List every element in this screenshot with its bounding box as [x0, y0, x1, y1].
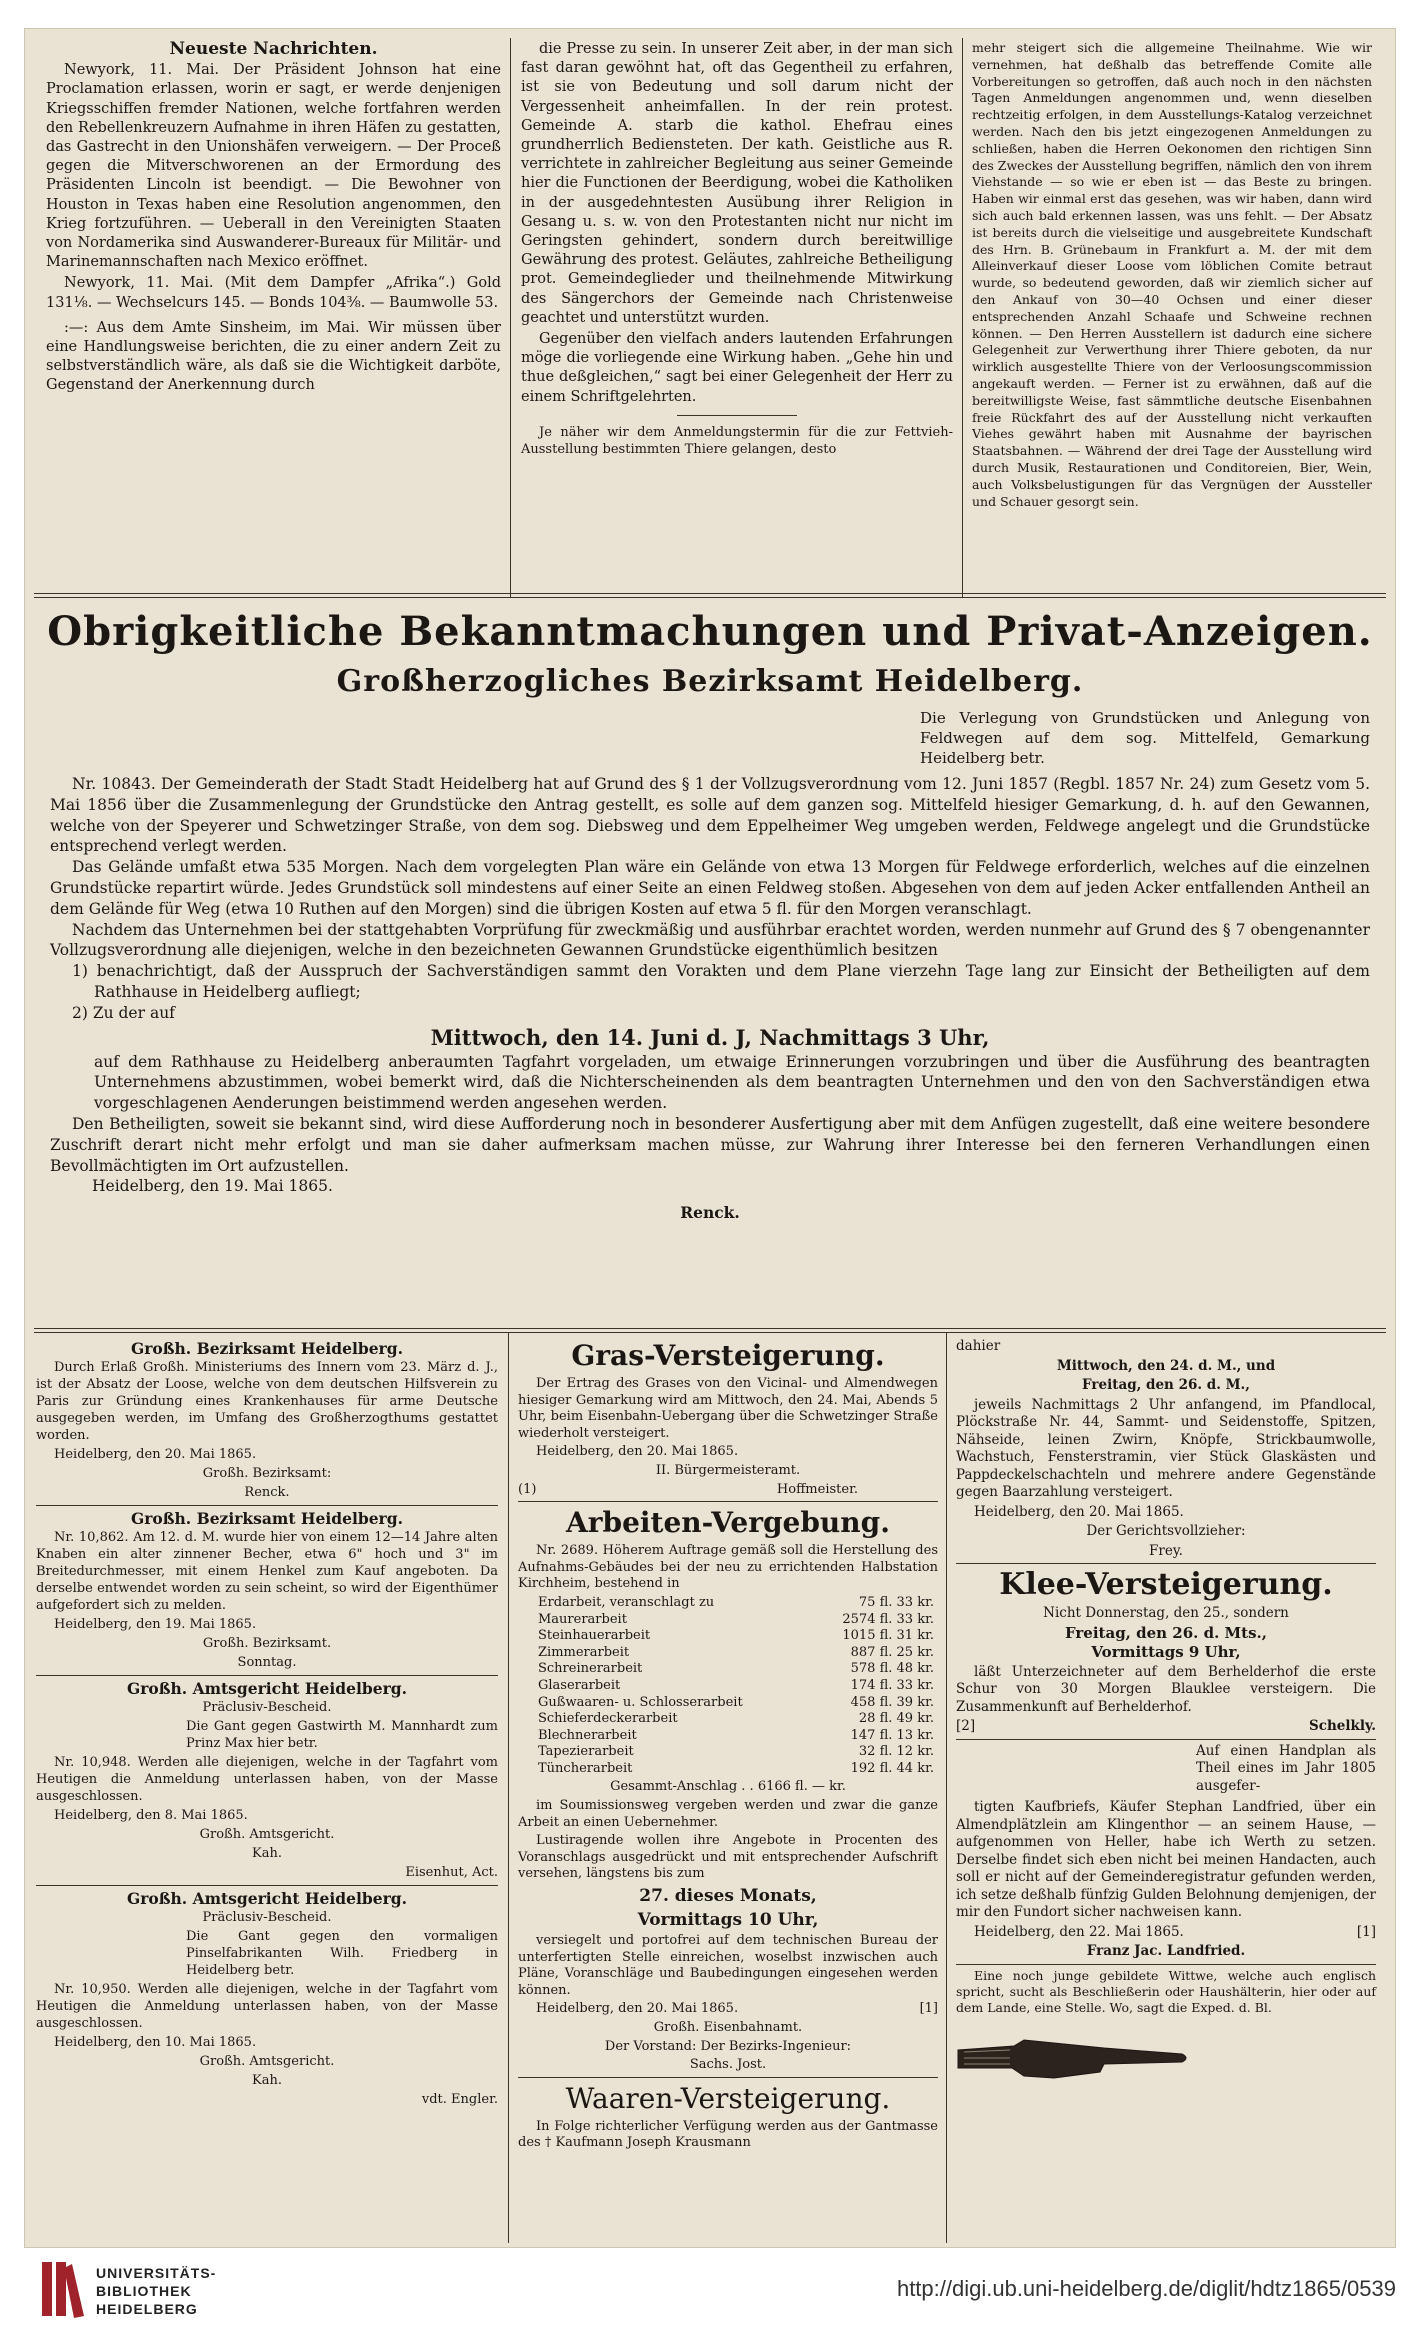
column-divider [946, 1333, 947, 2243]
auction-date: Freitag, den 26. d. M., [1082, 1377, 1250, 1393]
cost-value: 147 fl. 13 kr. [850, 1727, 934, 1743]
cost-label: Tüncherarbeit [538, 1760, 633, 1776]
library-name-line: HEIDELBERG [96, 2301, 198, 2317]
ad-number: (1) [518, 1481, 537, 1497]
cost-total: Gesammt-Anschlag . . 6166 fl. — kr. [610, 1779, 846, 1795]
deadline-date: 27. dieses Monats, [639, 1886, 817, 1907]
ad-signature: Der Vorstand: Der Bezirks-Ingenieur: [604, 2038, 852, 2054]
source-url[interactable]: http://digi.ub.uni-heidelberg.de/diglit/hdtz1865/0539 [896, 2276, 1396, 2301]
section-rule [34, 1328, 1386, 1333]
cost-row [538, 1728, 934, 1745]
ad-date: Heidelberg, den 22. Mai 1865. [974, 1923, 1184, 1940]
ad-date: Heidelberg, den 10. Mai 1865. [54, 2035, 257, 2050]
cost-row [538, 1628, 934, 1645]
section-title: Obrigkeitliche Bekanntmachungen und Privat-Anzeigen. [47, 608, 1373, 655]
notice-paragraph: Den Betheiligten, soweit sie bekannt sind, wird diese Aufforderung noch in besonderer Ausfertigung aber mit dem Anfügen zugestellt, daß eine weitere besondere Zuschrift derart nicht mehr erfolgt und man sie daher aufmerksam machen müsse, zur Wahrung ihrer Interesse bei den ferneren Verhandlungen einen Bevollmächtigten im Ort aufzustellen. [50, 1114, 1370, 1175]
notice-paragraph: auf dem Rathhause zu Heidelberg anberaumten Tagfahrt vorgeladen, um etwaige Erinnerungen vorzubringen und über die Ausführung des beantragten Unternehmens abzustimmen, wobei bemerkt wird, daß die Nichterscheinenden als dem beantragten Unternehmen und den von den Sachverständigen etwa vorgeschlagenen Aenderungen beistimmend werden angesehen werden. [94, 1052, 1370, 1113]
news-paragraph: die Presse zu sein. In unserer Zeit aber, in der man sich fast daran gewöhnt hat, oft das Gegentheil zu erfahren, ist sie von Bedeutung und soll darum nicht der Vergessenheit anheimfallen. In der rein protest. Gemeinde A. starb die kathol. Ehefrau eines grundherrlich Bediensteten. Der kath. Geistliche aus R. verrichtete in zahlreicher Begleitung aus seiner Gemeinde hier die Functionen der Beerdigung, wobei die Katholiken in der ausgedehntesten Ausübung ihrer Religion in Gesang u. s. w. von den Protestanten nicht nur nicht im Geringsten gehindert, sondern durch bereitwillige Gewährung des protest. Geläutes, zahlreiche Betheiligung prot. Gemeindeglieder und theilnehmende Mitwirkung des Sängerchors der Gemeinde nach Christenweise geachtet und unterstützt wurden. [521, 41, 953, 326]
ad-signature-row [518, 1482, 938, 1499]
ad-body: Eine noch junge gebildete Wittwe, welche auch englisch spricht, sucht als Beschließerin oder Haushälterin, hier oder auf dem Lande, eine Stelle. Wo, sagt die Exped. d. Bl. [956, 1967, 1376, 2015]
ad-body: tigten Kaufbriefs, Käufer Stephan Landfried, über ein Almendplätzlein am Klingenthor — an seinem Hause, — aufgenommen von Heller, habe ich Werth zu setzen. Derselbe findet sich eben nicht bei meinen Handacten, auch soll er nicht auf der Gemeinderegistratur gefunden werden, ich setze deßhalb fünfzig Gulden Belohnung demjenigen, der mir den Fundort sicher nachweisen kann. [956, 1799, 1376, 1920]
library-name [96, 2264, 216, 2318]
cost-label: Gußwaaren- u. Schlosserarbeit [538, 1694, 743, 1710]
ad-date-row [518, 2001, 938, 2018]
ad-title: Arbeiten-Vergebung. [566, 1506, 890, 1540]
cost-label: Steinhauerarbeit [538, 1628, 651, 1644]
ad-body: läßt Unterzeichneter auf dem Berhelderhof die erste Schur von 30 Morgen Blauklee versteigern. Die Zusammenkunft auf Berhelderhof. [956, 1663, 1376, 1715]
ad-date: Heidelberg, den 20. Mai 1865. [536, 2001, 739, 2017]
ad-signature: Kah. [252, 1846, 282, 1861]
library-footer [0, 2254, 1424, 2349]
cost-value: 578 fl. 48 kr. [850, 1661, 934, 1677]
ad-signature: Großh. Amtsgericht. [199, 1827, 335, 1842]
notice-subject: Die Verlegung von Grundstücken und Anlegung von Feldwegen auf dem sog. Mittelfeld, Gemarkung Heidelberg betr. [920, 709, 1370, 767]
news-paragraph: mehr steigert sich die allgemeine Theilnahme. Wie wir vernehmen, hat deßhalb das betreffende Comite alle Vorbereitungen so getroffen, daß auch noch in den nächsten Tagen Anmeldungen angenommen und, wenn dieselben rechtzeitig erfolgen, in dem Ausstellungs-Katalog verzeichnet werden. Nach den bis jetzt eingezogenen Anmeldungen zu schließen, haben die Herren Oekonomen den richtigen Sinn des Zweckes der Ausstellung begriffen, nämlich den von ihrem Viehstande — so wie er eben ist — das Beste zu bringen. Haben wir einmal erst das gesehen, was wir haben, dann wird sich auch bald erkennen lassen, was uns fehlt. — Der Absatz ist bereits durch die vielseitige und ausgebreitete Kundschaft des Hrn. B. Grünebaum in Frankfurt a. M. der mit dem Alleinverkauf dieser Loose vom löblichen Comite betraut wurde, so bedeutend geworden, daß wir ziemlich sicher auf den Ankauf von 30—40 Ochsen und einer dieser entsprechenden Anzahl Schaafe und Schweine rechnen können. — Den Herren Ausstellern ist dadurch eine sichere Gelegenheit zur Verwerthung ihrer Thiere geboten, da nur wirklich ausgestellte Thiere von der Verloosungscommission angekauft werden. — Ferner ist zu erwähnen, daß auf die bereitwilligste Weise, fast sämmtliche deutsche Eisenbahnen freie Rückfahrt des auf der Ausstellung nicht verkauften Viehes gewährt haben mit Ausnahme der bayrischen Staatsbahnen. — Während der drei Tage der Ausstellung wird durch Musik, Restaurationen und Conditoreien, Bier, Wein, auch Volksbelustigungen für das Vergnügen der Aussteller und Schauer gesorgt sein. [972, 40, 1373, 509]
ad-heading: Großh. Bezirksamt Heidelberg. [131, 1509, 403, 1528]
library-name-line: UNIVERSITÄTS- [96, 2265, 217, 2281]
ad-date: Heidelberg, den 8. Mai 1865. [54, 1808, 248, 1823]
office-title: Großherzogliches Bezirksamt Heidelberg. [336, 664, 1084, 699]
cost-row [538, 1661, 934, 1678]
ad-separator [956, 1739, 1376, 1740]
ad-signature: vdt. Engler. [421, 2092, 498, 2107]
cost-row [538, 1678, 934, 1695]
ad-signature: Eisenhut, Act. [405, 1865, 498, 1880]
cost-value: 174 fl. 33 kr. [850, 1677, 934, 1693]
ad-signature-row [956, 1718, 1376, 1736]
news-paragraph: Newyork, 11. Mai. Der Präsident Johnson hat eine Proclamation erlassen, worin er sagt, er werde denjenigen Kriegsschiffen fremder Nationen, welche fortfahren werden den Rebellenkreuzern Aufnahme in ihren Häfen zu gestatten, das Gastrecht in den Unionshäfen verweigern. — Der Proceß gegen die Mitverschworenen an der Ermordung des Präsidenten Lincoln ist beendigt. — Die Bewohner von Houston in Texas haben eine Resolution angenommen, den Krieg fortzuführen. — Ueberall in den Vereinigten Staaten von Nordamerika sind Auswanderer-Bureaux für Militär- und Marinemannschaften nach Mexico eröffnet. [46, 62, 501, 271]
ad-separator [518, 1501, 938, 1502]
ad-signature: Großh. Eisenbahnamt. [653, 2020, 803, 2035]
ad-body: Nr. 10,948. Werden alle diejenigen, welche in der Tagfahrt vom Heutigen die Anmeldung unterlassen haben, von der Masse ausgeschlossen. [36, 1755, 498, 1804]
library-logo-icon [28, 2254, 88, 2324]
ad-title: Klee-Versteigerung. [999, 1567, 1333, 1602]
ad-separator [36, 1675, 498, 1676]
ad-body: In Folge richterlicher Verfügung werden aus der Gantmasse des † Kaufmann Joseph Krausmann [518, 2118, 938, 2151]
auction-time: Vormittags 9 Uhr, [1091, 1643, 1241, 1661]
ad-body: Durch Erlaß Großh. Ministeriums des Innern vom 23. März d. J., ist der Absatz der Loose, welche von dem deutschen Hilfsverein zu Paris zur Gründung eines Krankenhauses für arme Deutsche ausgegeben werden, im Umfang des Großherzogthums gestattet worden. [36, 1360, 498, 1443]
cost-label: Glaserarbeit [538, 1677, 621, 1693]
ad-case: Die Gant gegen Gastwirth M. Mannhardt zum Prinz Max hier betr. [186, 1719, 498, 1751]
news-paragraph: Je näher wir dem Anmeldungstermin für die zur Fettvieh-Ausstellung bestimmten Thiere gelangen, desto [521, 424, 953, 458]
ad-body: Lustiragende wollen ihre Angebote in Procenten des Voranschlags ausgedrückt und mit entsprechender Aufschrift versehen, längstens bis zum [518, 1833, 938, 1882]
ad-body: im Soumissionsweg vergeben werden und zwar die ganze Arbeit an einen Uebernehmer. [518, 1798, 938, 1830]
cost-value: 32 fl. 12 kr. [858, 1744, 934, 1760]
cost-label: Schreinerarbeit [538, 1661, 643, 1677]
cost-label: Erdarbeit, veranschlagt zu [538, 1594, 715, 1610]
auction-date: Mittwoch, den 24. d. M., und [1056, 1357, 1276, 1374]
ad-signature: Franz Jac. Landfried. [1086, 1943, 1246, 1959]
ads-column-right [956, 1338, 1376, 2018]
cost-value: 2574 fl. 33 kr. [842, 1611, 934, 1627]
ad-signature: Hoffmeister. [776, 1481, 858, 1497]
ad-case: Die Gant gegen den vormaligen Pinselfabrikanten Wilh. Friedberg in Heidelberg betr. [186, 1929, 498, 1978]
column-divider [510, 38, 511, 598]
ad-signature: II. Bürgermeisteramt. [655, 1462, 801, 1478]
cost-label: Schieferdeckerarbeit [538, 1711, 678, 1727]
ad-date: Heidelberg, den 20. Mai 1865. [974, 1503, 1184, 1520]
ad-date-row [956, 1924, 1376, 1942]
pointing-hand-icon [954, 2028, 1194, 2088]
ad-body: versiegelt und portofrei auf dem technischen Bureau der unterfertigten Stelle einreichen, woselbst inzwischen auch Pläne, Voranschläge und Baubedingungen eingesehen werden können. [518, 1933, 938, 1998]
ad-number: [1] [919, 2001, 938, 2017]
column-divider [508, 1333, 509, 2243]
news-paragraph: Newyork, 11. Mai. (Mit dem Dampfer „Afrika“.) Gold 131⅛. — Wechselcurs 145. — Bonds 104⅜. — Baumwolle 53. [46, 275, 501, 311]
ad-heading: Großh. Bezirksamt Heidelberg. [131, 1339, 403, 1358]
cost-label: Maurerarbeit [538, 1611, 627, 1627]
news-column-3 [972, 40, 1372, 512]
separator [677, 415, 797, 416]
ad-heading: Großh. Amtsgericht Heidelberg. [127, 1889, 407, 1908]
auction-date: Freitag, den 26. d. Mts., [1065, 1623, 1267, 1642]
ad-number: [2] [956, 1718, 976, 1734]
cost-row [538, 1761, 934, 1778]
cost-value: 192 fl. 44 kr. [850, 1760, 934, 1776]
notice-item: 2) Zu der auf [72, 1003, 175, 1022]
notice-date: Heidelberg, den 19. Mai 1865. [92, 1177, 333, 1196]
ad-separator [518, 2077, 938, 2078]
cost-label: Tapezierarbeit [538, 1744, 634, 1760]
cost-label: Zimmerarbeit [538, 1644, 630, 1660]
library-name-line: BIBLIOTHEK [96, 2283, 192, 2299]
cost-row [538, 1645, 934, 1662]
ad-number: [1] [1356, 1923, 1376, 1940]
ad-signature: Sachs. Jost. [689, 2057, 767, 2073]
ad-body: jeweils Nachmittags 2 Uhr anfangend, im Pfandlocal, Plöckstraße Nr. 44, Sammt- und Seidenstoffe, Spitzen, Nähseide, leinen Zwirn, Knöpfe, Strickbaumwolle, Wachstuch, Fensterstramin, vier Stück Glaskästen und Pappdeckelschachteln und mehrere andere Gegenstände gegen Baarzahlung versteigert. [956, 1396, 1376, 1500]
notice-paragraph: Das Gelände umfaßt etwa 535 Morgen. Nach dem vorgelegten Plan wäre ein Gelände von etwa 13 Morgen für Feldwege erforderlich, welches auf die einzelnen Grundstücke repartirt würde. Jedes Grundstück soll mindestens auf einer Seite an einen Feldweg stoßen. Abgesehen von dem auf jeden Acker entfallenden Antheil an dem Gelände für Weg (etwa 10 Ruthen auf den Morgen) sind die übrigen Kosten auf etwa 5 fl. für den Morgen veranschlagt. [50, 858, 1370, 918]
ad-signature: Großh. Amtsgericht. [199, 2054, 335, 2069]
ad-separator [956, 1563, 1376, 1564]
ad-signature: Renck. [244, 1485, 290, 1500]
cost-value: 1015 fl. 31 kr. [842, 1628, 934, 1644]
ad-title: Gras-Versteigerung. [571, 1339, 885, 1372]
ads-column-left [36, 1340, 498, 2110]
ad-signature: Großh. Bezirksamt: [202, 1466, 332, 1481]
ad-date: Heidelberg, den 19. Mai 1865. [54, 1617, 257, 1632]
ad-body: Nr. 2689. Höherem Auftrage gemäß soll die Herstellung des Aufnahms-Gebäudes bei der neu zu errichtenden Halbstation Kirchheim, bestehend in [518, 1543, 938, 1592]
notice-paragraph: Nachdem das Unternehmen bei der stattgehabten Vorprüfung für zweckmäßig und ausführbar erachtet worden, werden nunmehr auf Grund des § 7 obengenannter Vollzugsverordnung alle diejenigen, welche in den bezeichneten Gewannen Grundstücke eigenthümlich besitzen [50, 920, 1370, 960]
ad-body: dahier [956, 1338, 1001, 1354]
ad-subheading: Präclusiv-Bescheid. [202, 1700, 332, 1715]
ad-subheading: Präclusiv-Bescheid. [202, 1910, 332, 1925]
news-heading: Neueste Nachrichten. [169, 39, 378, 59]
ad-signature: Großh. Bezirksamt. [202, 1636, 332, 1651]
ad-signature: Sonntag. [237, 1655, 297, 1670]
ad-separator [36, 1885, 498, 1886]
ad-body: Der Ertrag des Grases von den Vicinal- und Almendwegen hiesiger Gemarkung wird am Mittwoch, den 24. Mai, Abends 5 Uhr, beim Eisenbahn-Uebergang über die Schwetzinger Straße wiederholt versteigert. [518, 1376, 938, 1441]
ad-separator [956, 1964, 1376, 1965]
main-notice [50, 708, 1370, 1224]
ad-title: Waaren-Versteigerung. [565, 2081, 891, 2115]
cost-row [538, 1595, 934, 1612]
ad-separator [36, 1505, 498, 1506]
ad-body: Nr. 10,950. Werden alle diejenigen, welche in der Tagfahrt vom Heutigen die Anmeldung unterlassen haben, von der Masse ausgeschlossen. [36, 1982, 498, 2031]
ad-signature: Der Gerichtsvollzieher: [1086, 1523, 1246, 1539]
cost-row [538, 1744, 934, 1761]
cost-row [538, 1695, 934, 1712]
news-paragraph: Gegenüber den vielfach anders lautenden Erfahrungen möge die vorliegende eine Wirkung haben. „Gehe hin und thue deßgleichen,“ sagt bei einer Gelegenheit der Herr zu einem Schriftgelehrten. [521, 331, 953, 405]
cost-value: 458 fl. 39 kr. [850, 1694, 934, 1710]
ad-signature: Frey. [1149, 1542, 1183, 1559]
cost-value: 887 fl. 25 kr. [850, 1644, 934, 1660]
ads-column-middle [518, 1338, 938, 2154]
ad-signature: Kah. [252, 2073, 282, 2088]
ad-signature: Schelkly. [1309, 1718, 1376, 1734]
cost-table [538, 1595, 934, 1778]
notice-paragraph: Nr. 10843. Der Gemeinderath der Stadt Stadt Heidelberg hat auf Grund des § 1 der Vollzugsverordnung vom 12. Juni 1857 (Regbl. 1857 Nr. 24) zum Gesetz vom 5. Mai 1856 über die Zusammenlegung der Grundstücke den Antrag gestellt, es solle auf dem ganzen sog. Mittelfeld hiesiger Gemarkung, d. h. auf den Gewannen, welche von der Speyerer und Schwetzinger Straße, von dem sog. Diebsweg und dem Eppelheimer Weg umgeben werden, Feldwege angelegt und die Grundstücke entsprechend verlegt werden. [50, 775, 1370, 856]
ad-heading: Großh. Amtsgericht Heidelberg. [127, 1679, 407, 1698]
meeting-date: Mittwoch, den 14. Juni d. J, Nachmittags 3 Uhr, [430, 1024, 990, 1050]
news-column-1 [46, 40, 501, 398]
ad-body: Auf einen Handplan als Theil eines im Jahr 1805 ausgefer- [1196, 1742, 1376, 1794]
auction-note: Nicht Donnerstag, den 25., sondern [1043, 1605, 1289, 1621]
cost-label: Blechnerarbeit [538, 1727, 637, 1743]
column-divider [962, 38, 963, 598]
ad-date: Heidelberg, den 20. Mai 1865. [536, 1444, 739, 1460]
news-paragraph: :—: Aus dem Amte Sinsheim, im Mai. Wir müssen über eine Handlungsweise berichten, die zu einer andern Zeit zu selbstverständlich wäre, als daß sie die Wichtigkeit darböte, Gegenstand der Anerkennung durch [46, 319, 501, 394]
cost-value: 75 fl. 33 kr. [858, 1594, 934, 1610]
ad-date: Heidelberg, den 20. Mai 1865. [54, 1447, 257, 1462]
news-column-2 [521, 40, 953, 461]
deadline-time: Vormittags 10 Uhr, [637, 1910, 819, 1931]
cost-row [538, 1711, 934, 1728]
notice-item: 1) benachrichtigt, daß der Ausspruch der Sachverständigen sammt den Vorakten und dem Plane vierzehn Tage lang zur Einsicht der Betheiligten auf dem Rathhause in Heidelberg aufliegt; [72, 962, 1370, 1001]
notice-signature: Renck. [680, 1203, 740, 1223]
cost-value: 28 fl. 49 kr. [858, 1711, 934, 1727]
cost-row [538, 1612, 934, 1629]
newspaper-page [24, 28, 1396, 2248]
section-rule [34, 593, 1386, 598]
ad-body: Nr. 10,862. Am 12. d. M. wurde hier von einem 12—14 Jahre alten Knaben ein alter zinnener Becher, etwa 6" hoch und 3" im Breitedurchmesser, mit einem Henkel zum Kauf angeboten. Da derselbe entwendet worden zu sein scheint, so wird der Eigenthümer aufgefordert sich zu melden. [36, 1530, 498, 1613]
